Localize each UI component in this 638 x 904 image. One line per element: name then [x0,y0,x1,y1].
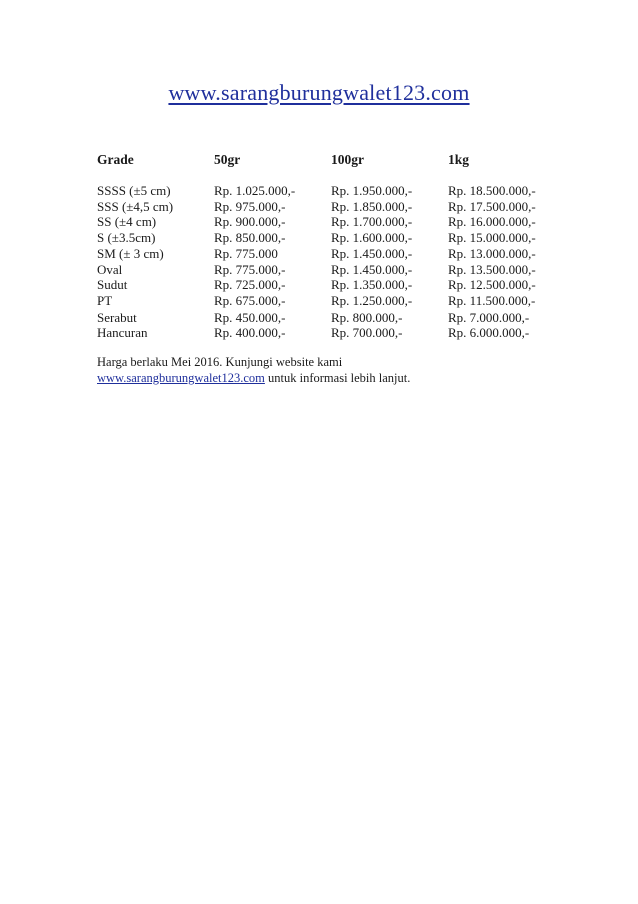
price-100gr-cell: Rp. 1.350.000,- [331,277,413,293]
price-50gr-cell: Rp. 400.000,- [214,325,286,341]
price-1kg-cell: Rp. 13.500.000,- [448,261,536,277]
table-row [97,183,558,199]
price-50gr-cell: Rp. 450.000,- [214,309,286,325]
note-line-1: Harga berlaku Mei 2016. Kunjungi website kami [97,355,343,369]
price-50gr-cell: Rp. 775.000 [214,245,278,261]
grade-cell: SSS (±4,5 cm) [97,198,174,214]
price-50gr-cell: Rp. 775.000,- [214,261,286,277]
note-line-2 [97,370,410,386]
grade-cell: SS (±4 cm) [97,214,157,230]
price-100gr-cell: Rp. 1.950.000,- [331,183,413,198]
price-1kg-cell: Rp. 11.500.000,- [448,292,536,308]
grade-cell: S (±3.5cm) [97,230,156,246]
price-100gr-cell: Rp. 1.850.000,- [331,198,413,214]
price-100gr-cell: Rp. 800.000,- [331,309,403,325]
price-1kg-cell: Rp. 6.000.000,- [448,325,530,341]
table-row [97,309,558,326]
table-row [97,246,558,262]
table-row [97,214,558,230]
column-header-1kg: 1kg [448,152,470,167]
table-row [97,262,558,278]
grade-cell: PT [97,292,113,308]
price-100gr-cell: Rp. 1.450.000,- [331,261,413,277]
grade-cell: Oval [97,261,123,277]
note-suffix: untuk informasi lebih lanjut. [264,371,411,385]
site-url-title[interactable]: www.sarangburungwalet123.com [168,80,470,105]
table-row [97,199,558,215]
grade-cell: Serabut [97,309,137,325]
website-link[interactable]: www.sarangburungwalet123.com [97,371,265,385]
grade-cell: Hancuran [97,325,148,341]
column-header-50gr: 50gr [214,152,241,167]
table-row [97,293,558,309]
price-1kg-cell: Rp. 12.500.000,- [448,277,536,293]
price-1kg-cell: Rp. 13.000.000,- [448,245,536,261]
price-1kg-cell: Rp. 18.500.000,- [448,183,536,198]
grade-cell: SM (± 3 cm) [97,245,164,261]
grade-cell: Sudut [97,277,128,293]
grade-cell: SSSS (±5 cm) [97,183,171,198]
price-50gr-cell: Rp. 900.000,- [214,214,286,230]
table-header-row [97,150,558,169]
price-50gr-cell: Rp. 850.000,- [214,230,286,246]
price-50gr-cell: Rp. 1.025.000,- [214,183,296,198]
price-1kg-cell: Rp. 15.000.000,- [448,230,536,246]
price-100gr-cell: Rp. 1.250.000,- [331,292,413,308]
price-100gr-cell: Rp. 1.450.000,- [331,245,413,261]
table-row [97,230,558,246]
price-1kg-cell: Rp. 17.500.000,- [448,198,536,214]
table-row [97,325,558,341]
table-spacer [97,169,558,183]
price-50gr-cell: Rp. 725.000,- [214,277,286,293]
price-table [97,150,558,341]
column-header-100gr: 100gr [331,152,364,167]
price-50gr-cell: Rp. 975.000,- [214,198,286,214]
column-header-grade: Grade [97,152,134,167]
price-100gr-cell: Rp. 700.000,- [331,325,403,341]
footer-note [97,354,410,386]
price-1kg-cell: Rp. 7.000.000,- [448,309,530,325]
price-100gr-cell: Rp. 1.700.000,- [331,214,413,230]
price-1kg-cell: Rp. 16.000.000,- [448,214,536,230]
price-50gr-cell: Rp. 675.000,- [214,292,286,308]
price-100gr-cell: Rp. 1.600.000,- [331,230,413,246]
table-row [97,277,558,293]
